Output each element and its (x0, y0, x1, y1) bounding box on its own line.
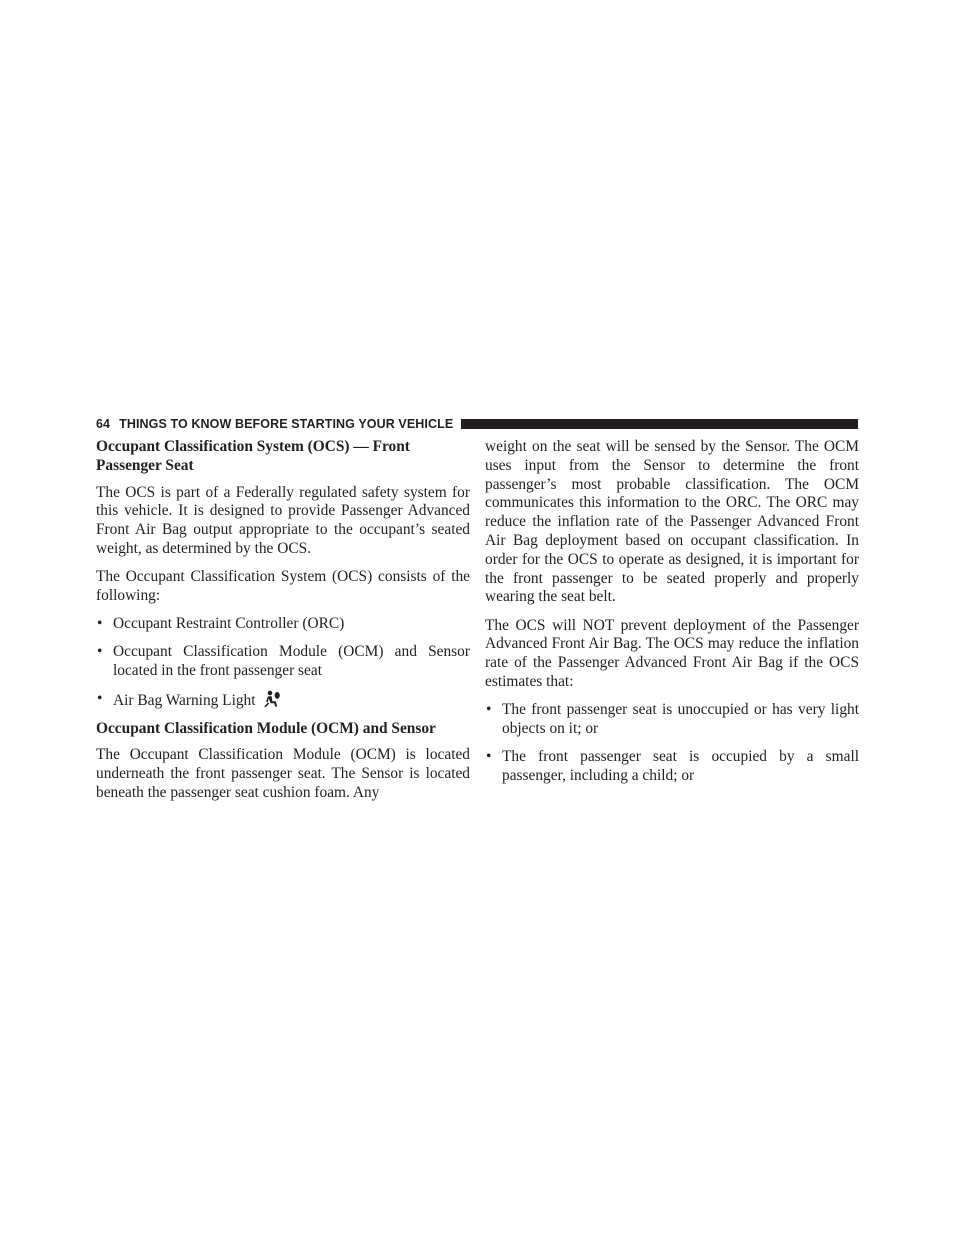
bullet-glyph: • (97, 689, 103, 707)
list-item (96, 643, 470, 681)
bullet-glyph: • (486, 747, 492, 765)
list-item (96, 690, 470, 711)
bullet-glyph: • (97, 615, 103, 633)
ocs-estimates-list (485, 701, 859, 785)
heading-ocs: Occupant Classification System (OCS) — Front Passenger Seat (96, 438, 410, 474)
left-column (96, 438, 470, 812)
ocs-components-list (96, 615, 470, 710)
bullet-glyph: • (486, 701, 492, 719)
list-item (96, 615, 470, 634)
header-rule (461, 419, 858, 429)
paragraph-ocs-intro: The OCS is part of a Federally regulated safety system for this vehicle. It is designed to provide Passenger Advanced Front Air Bag output appropriate to the occupant’s seated weight, as determined by the OCS. (96, 483, 470, 557)
right-column (485, 438, 859, 795)
list-item-text: Occupant Classification Module (OCM) and Sensor located in the front passenger seat (113, 643, 470, 679)
bullet-glyph: • (97, 643, 103, 661)
list-item-text: Air Bag Warning Light (113, 691, 256, 709)
page-number: 64 (96, 417, 111, 431)
heading-ocm-sensor: Occupant Classification Module (OCM) and Sensor (96, 719, 436, 737)
list-item (485, 748, 859, 786)
paragraph-ocm-location: The Occupant Classification Module (OCM) is located underneath the front passenger seat. The Sensor is located beneath the passenger seat cushion foam. Any (96, 746, 470, 801)
airbag-warning-icon (263, 690, 281, 708)
list-item (485, 701, 859, 739)
paragraph-ocs-consists: The Occupant Classification System (OCS) consists of the following: (96, 568, 470, 605)
paragraph-ocm-sensing: weight on the seat will be sensed by the Sensor. The OCM uses input from the Sensor to determine the front passenger’s most probable classification. The OCM communicates this information to the ORC. The ORC may reduce the inflation rate of the Passenger Advanced Front Air Bag deployment based on occupant classification. In order for the OCS to operate as designed, it is important for the front passenger to be seated properly and properly wearing the seat belt. (485, 438, 859, 606)
paragraph-ocs-not-prevent: The OCS will NOT prevent deployment of the Passenger Advanced Front Air Bag. The OCS may reduce the inflation rate of the Passenger Advanced Front Air Bag if the OCS estimates that: (485, 616, 859, 691)
list-item-text: Occupant Restraint Controller (ORC) (113, 615, 345, 633)
list-item-text: The front passenger seat is unoccupied or has very light objects on it; or (502, 701, 859, 738)
list-item-text: The front passenger seat is occupied by a small passenger, including a child; or (502, 747, 859, 784)
page-header (96, 416, 858, 432)
section-title: THINGS TO KNOW BEFORE STARTING YOUR VEHICLE (119, 417, 454, 431)
